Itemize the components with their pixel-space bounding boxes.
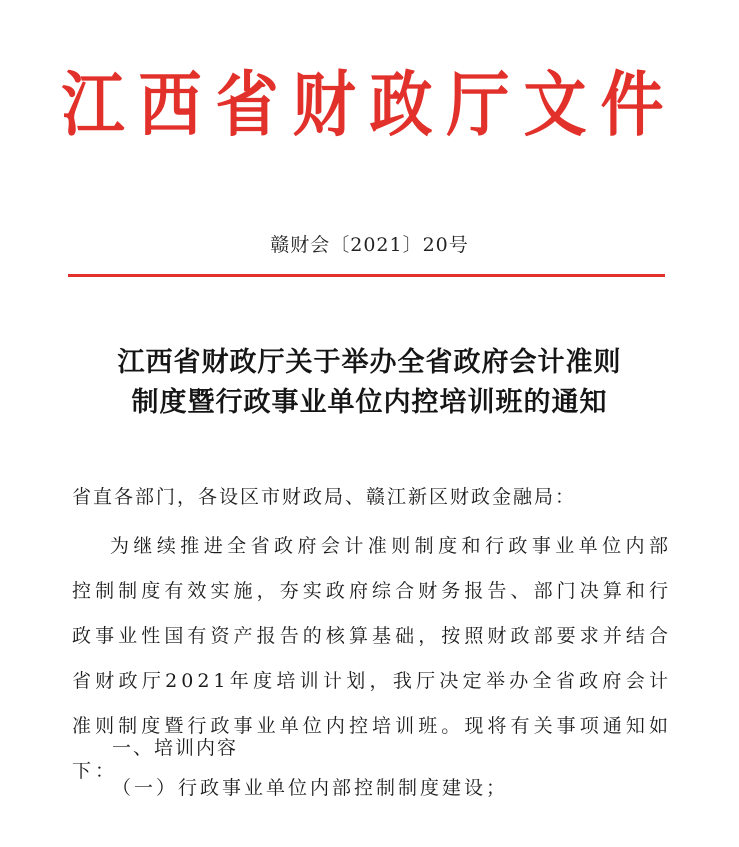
intro-paragraph: 为继续推进全省政府会计准则制度和行政事业单位内部控制制度有效实施，夯实政府综合财务报告、部门决算和行政事业性国有资产报告的核算基础，按照财政部要求并结合省财政厅2021年度培训计划，我厅决定举办全省政府会计准则制度暨行政事业单位内控培训班。现将有关事项通知如下： — [72, 535, 672, 782]
red-divider-line — [68, 274, 665, 277]
section-heading: 一、培训内容 — [112, 737, 239, 759]
document-title — [0, 343, 739, 423]
document-number: 赣财会〔2021〕20号 — [270, 234, 469, 256]
document-title-line-1: 江西省财政厅关于举办全省政府会计准则 — [117, 347, 622, 378]
document-title-line-2: 制度暨行政事业单位内控培训班的通知 — [131, 387, 608, 418]
addressee: 省直各部门，各设区市财政局、赣江新区财政金融局： — [72, 486, 577, 508]
document-masthead: 江西省财政厅文件 — [61, 63, 678, 146]
subsection-item: （一）行政事业单位内部控制制度建设； — [112, 777, 509, 799]
